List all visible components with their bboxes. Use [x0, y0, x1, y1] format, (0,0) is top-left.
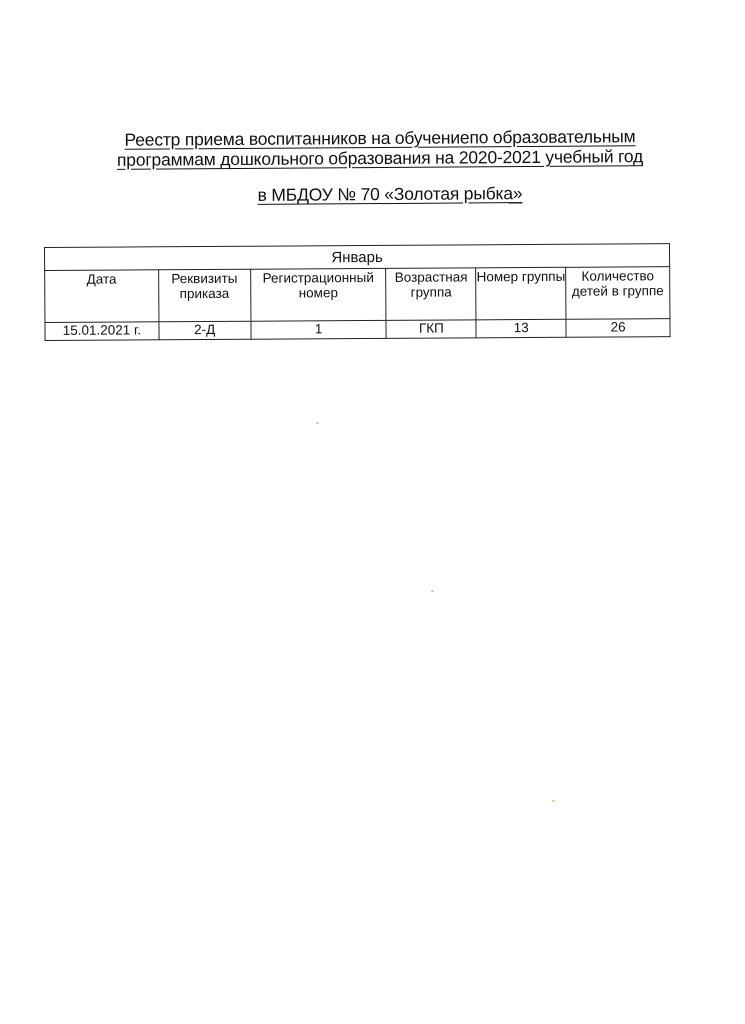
cell-age-group: ГКП	[386, 320, 476, 339]
cell-children-count: 26	[566, 319, 670, 338]
column-header-date: Дата	[45, 270, 159, 323]
cell-group-number: 13	[476, 319, 566, 338]
cell-order-details: 2-Д	[159, 321, 251, 340]
scan-speck	[552, 800, 555, 802]
column-header-row	[45, 267, 670, 323]
cell-date: 15.01.2021 г.	[45, 322, 159, 341]
document-title-line-2: программам дошкольного образования на 2020-2021 учебный год	[116, 146, 644, 170]
month-header: Январь	[45, 244, 670, 271]
table-row	[45, 319, 670, 341]
cell-registration-number: 1	[251, 320, 387, 339]
column-header-order-details: Реквизиты приказа	[158, 269, 250, 322]
column-header-registration-number: Регистрационный номер	[250, 268, 386, 321]
document-title-line-1: Реестр приема воспитанников на обучениепо образовательным	[124, 126, 636, 150]
column-header-group-number: Номер группы	[476, 267, 566, 320]
scan-speck	[316, 422, 319, 424]
document-title-line-3: в МБДОУ № 70 «Золотая рыбка»	[257, 183, 523, 205]
scan-speck	[431, 590, 434, 592]
registry-table	[44, 243, 671, 341]
column-header-children-count: Количество детей в группе	[566, 267, 670, 320]
column-header-age-group: Возрастная группа	[386, 268, 476, 321]
